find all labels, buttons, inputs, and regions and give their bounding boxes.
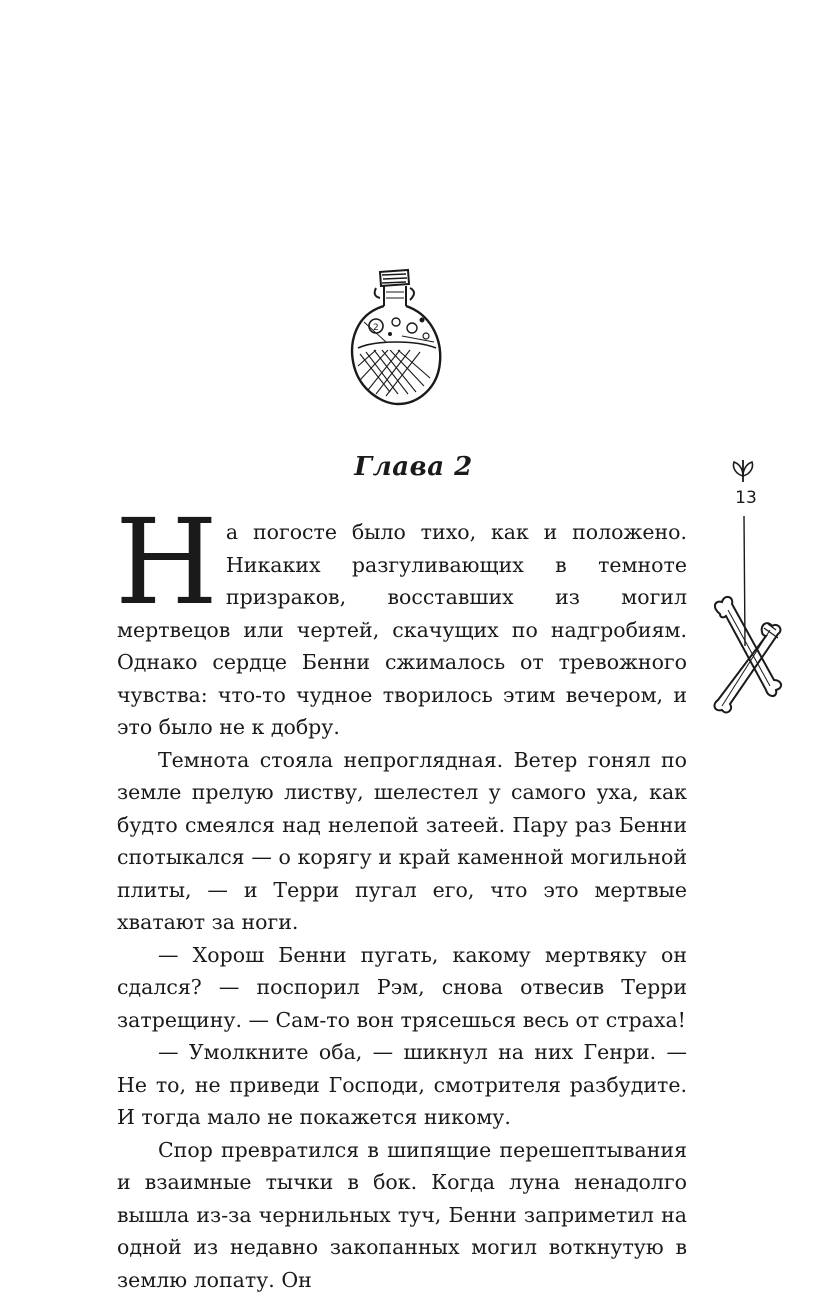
- svg-text:2: 2: [373, 323, 379, 333]
- drop-cap: Н: [115, 518, 218, 610]
- chapter-title: Глава 2: [0, 452, 827, 482]
- paragraph: Темнота стояла непроглядная. Ветер гонял по земле прелую листву, шелестел у самого уха, как будто смеялся над нелепой затеей. Пару раз Бенни спотыкался — о корягу и край каменной могильной плиты, — и Терри пугал его, что это мертвые хватают за ноги.: [117, 744, 687, 939]
- page-number: 13: [726, 488, 766, 508]
- body-text: [117, 516, 687, 1296]
- paragraph: — Хорош Бенни пугать, какому мертвяку он сдался? — поспорил Рэм, снова отвесив Терри затрещину. — Сам-то вон трясешься весь от страха!: [117, 939, 687, 1037]
- paragraph: Спор превратился в шипящие перешептывания и взаимные тычки в бок. Когда луна ненадолго вышла из-за чернильных туч, Бенни заприметил на одной из недавно закопанных могил воткнутую в землю лопату. Он: [117, 1134, 687, 1296]
- potion-bottle-icon: [346, 262, 446, 412]
- sprout-icon: [733, 460, 752, 482]
- paragraph: — Умолкните оба, — шикнул на них Генри. — Не то, не приведи Господи, смотрителя разбудите. И тогда мало не покажется никому.: [117, 1036, 687, 1134]
- paragraph: На погосте было тихо, как и положено. Никаких разгуливающих в темноте призраков, восставших из могил мертвецов или чертей, скачущих по надгробиям. Однако сердце Бенни сжималось от тревожного чувства: что-то чудное творилось этим вечером, и это было не к добру.: [117, 516, 687, 744]
